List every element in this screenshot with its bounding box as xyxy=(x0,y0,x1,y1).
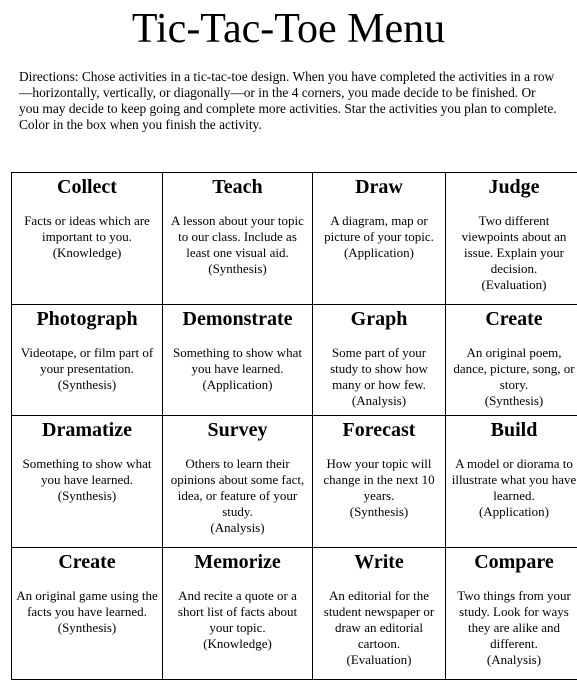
activity-title: Memorize xyxy=(194,551,281,574)
activity-cell[interactable] xyxy=(163,416,313,548)
activity-description: How your topic will change in the next 10 years. xyxy=(323,456,435,504)
grid-row xyxy=(12,304,577,416)
activity-description: Some part of your study to show how many or how few. xyxy=(330,344,428,392)
activity-cell[interactable] xyxy=(163,304,313,416)
activity-cell[interactable] xyxy=(446,416,577,548)
activity-cell[interactable] xyxy=(313,416,446,548)
activity-title: Graph xyxy=(350,307,408,330)
activity-level: (Evaluation) xyxy=(346,652,412,668)
activity-grid xyxy=(11,172,577,680)
activity-cell[interactable] xyxy=(313,173,446,305)
activity-level: (Application) xyxy=(478,504,550,520)
activity-title: Judge xyxy=(488,176,540,198)
activity-level: (Synthesis) xyxy=(484,392,544,408)
activity-level: (Analysis) xyxy=(351,392,407,408)
activity-level: (Analysis) xyxy=(210,520,265,536)
activity-cell[interactable] xyxy=(163,173,313,305)
activity-level: (Knowledge) xyxy=(52,245,122,260)
activity-level: (Application) xyxy=(202,376,273,392)
activity-description: Others to learn their opinions about some fact, idea, or feature of your study. xyxy=(170,456,305,520)
activity-title: Compare xyxy=(474,551,554,574)
directions-text: Directions: Chose activities in a tic-tac-toe design. When you have completed the activities in a row—horizontally, vertically, or diagonally—or in the 4 corners, you made decide to be finished. Or you may decide to keep going and complete more activities. Star the activities you plan to complete. Color in the box when you finish the activity. xyxy=(19,69,557,132)
activity-title: Collect xyxy=(57,176,117,198)
activity-title: Create xyxy=(485,307,543,330)
activity-level: (Synthesis) xyxy=(208,261,267,276)
activity-cell[interactable] xyxy=(12,173,163,305)
grid-row xyxy=(12,548,577,680)
activity-description: An editorial for the student newspaper or draw an editorial cartoon. xyxy=(323,588,435,652)
activity-title: Draw xyxy=(355,176,403,198)
page-title: Tic-Tac-Toe Menu xyxy=(131,6,446,52)
activity-cell[interactable] xyxy=(446,173,577,305)
activity-level: (Analysis) xyxy=(486,652,542,668)
activity-level: (Knowledge) xyxy=(203,636,272,652)
activity-description: Facts or ideas which are important to you. xyxy=(24,213,150,244)
activity-description: A diagram, map or picture of your topic. xyxy=(324,213,434,244)
activity-description: Two different viewpoints about an issue. Explain your decision. xyxy=(461,213,567,276)
activity-cell[interactable] xyxy=(12,304,163,416)
activity-cell[interactable] xyxy=(12,416,163,548)
grid-row xyxy=(12,416,577,548)
activity-title: Demonstrate xyxy=(182,307,293,330)
activity-cell[interactable] xyxy=(446,304,577,416)
activity-title: Survey xyxy=(207,419,268,442)
grid-row xyxy=(12,173,577,305)
activity-level: (Synthesis) xyxy=(57,620,117,636)
activity-level: (Synthesis) xyxy=(57,488,117,504)
activity-title: Build xyxy=(490,419,538,442)
activity-description: A lesson about your topic to our class. Include as least one visual aid. xyxy=(171,213,304,260)
activity-level: (Synthesis) xyxy=(57,376,117,392)
activity-description: Two things from your study. Look for ways they are alike and different. xyxy=(457,588,571,652)
activity-cell[interactable] xyxy=(313,304,446,416)
activity-cell[interactable] xyxy=(163,548,313,680)
activity-title: Photograph xyxy=(36,307,138,330)
activity-cell[interactable] xyxy=(12,548,163,680)
activity-description: Something to show what you have learned. xyxy=(173,344,302,376)
activity-title: Write xyxy=(354,551,404,574)
activity-title: Dramatize xyxy=(42,419,132,442)
activity-description: Videotape, or film part of your presentation. xyxy=(20,344,154,376)
activity-level: (Application) xyxy=(343,245,415,260)
activity-description: Something to show what you have learned. xyxy=(22,456,152,488)
activity-description: And recite a quote or a short list of facts about your topic. xyxy=(177,588,298,636)
activity-level: (Evaluation) xyxy=(481,277,547,292)
activity-description: An original game using the facts you have learned. xyxy=(16,588,158,620)
activity-title: Forecast xyxy=(342,419,416,442)
activity-title: Teach xyxy=(212,176,263,198)
activity-description: An original poem, dance, picture, song, or story. xyxy=(453,344,575,392)
activity-level: (Synthesis) xyxy=(349,504,409,520)
activity-title: Create xyxy=(58,551,116,574)
activity-cell[interactable] xyxy=(446,548,577,680)
activity-cell[interactable] xyxy=(313,548,446,680)
activity-description: A model or diorama to illustrate what you have learned. xyxy=(451,456,577,504)
